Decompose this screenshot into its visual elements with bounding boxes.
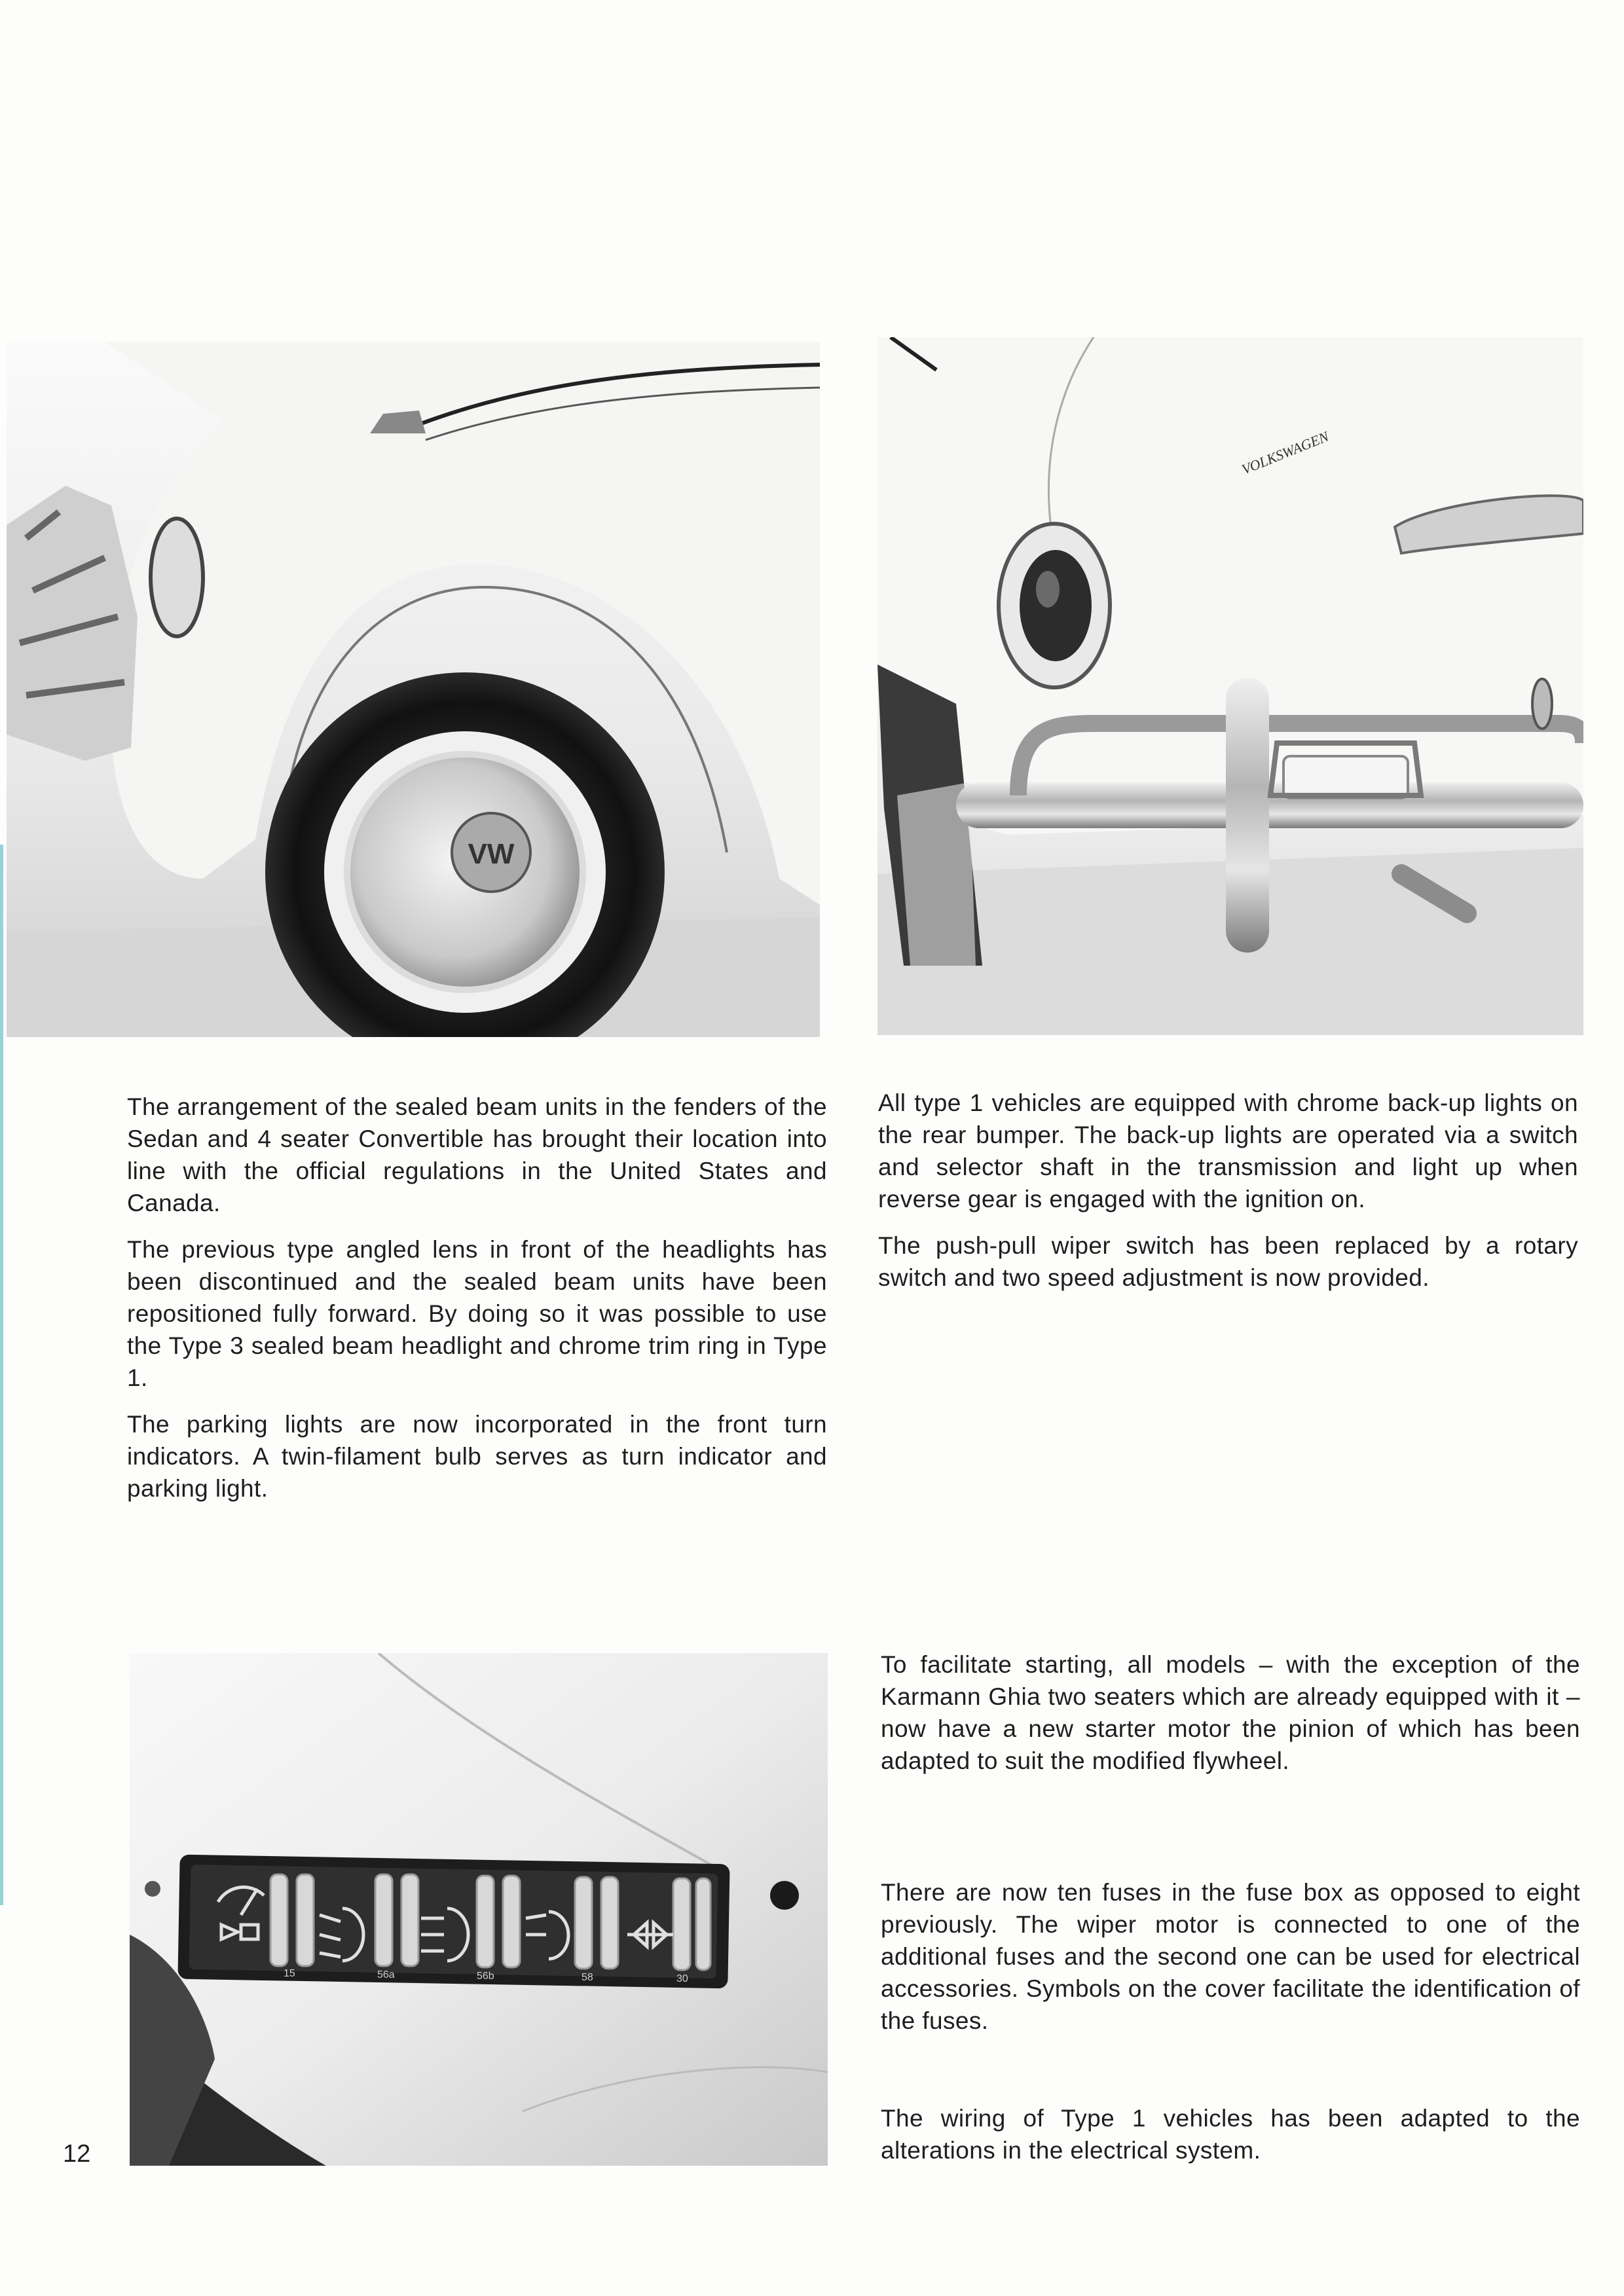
- paragraph-wiper-switch: The push-pull wiper switch has been replaced by a rotary switch and two speed adjustment is now provided.: [878, 1232, 1578, 1291]
- volkswagen-script: VOLKSWAGEN: [1239, 428, 1331, 478]
- page-edge-mark: [0, 845, 3, 1905]
- photo-front-fender: [7, 342, 820, 1037]
- fuse-label-56a: 56a: [377, 1969, 395, 1980]
- paragraph-angled-lens: The previous type angled lens in front of the headlights has been discontinued and the sealed beam units have been repositioned fully forward. By doing so it was possible to use the Type 3 sealed beam headlight and chrome trim ring in Type 1.: [127, 1236, 827, 1391]
- left-column-text: [127, 1091, 827, 1519]
- fuse-label-56b: 56b: [477, 1971, 494, 1982]
- fuse-label-30: 30: [676, 1973, 688, 1984]
- text-starter-motor: To facilitate starting, all models – with the exception of the Karmann Ghia two seaters which are already equipped with it – now have a new starter motor the pinion of which has been adapted to suit the modified flywheel.: [881, 1651, 1580, 1774]
- right-column-text: [878, 1087, 1578, 1308]
- text-fuse-box: There are now ten fuses in the fuse box as opposed to eight previously. The wiper motor is connected to one of the additional fuses and the second one can be used for electrical accessories. Symbols on the cover facilitate the identification of the fuses.: [881, 1879, 1580, 2034]
- hubcap-emblem: VW: [468, 838, 515, 870]
- paragraph-sealed-beam-arrangement: The arrangement of the sealed beam units in the fenders of the Sedan and 4 seater Convertible has brought their location into line with the official regulations in the United States and Canada.: [127, 1093, 827, 1216]
- text-wiring: The wiring of Type 1 vehicles has been adapted to the alterations in the electrical system.: [881, 2105, 1580, 2164]
- fuse-label-15: 15: [284, 1968, 295, 1979]
- photo-fuse-box: [130, 1653, 828, 2166]
- page-number: 12: [63, 2140, 91, 2168]
- photo-rear-bumper: [877, 337, 1583, 1035]
- paragraph-back-up-lights: All type 1 vehicles are equipped with chrome back-up lights on the rear bumper. The back-up lights are operated via a switch and selector shaft in the transmission and light up when reverse gear is engaged with the ignition on.: [878, 1089, 1578, 1212]
- fuse-label-58: 58: [581, 1972, 593, 1983]
- paragraph-parking-lights: The parking lights are now incorporated in the front turn indicators. A twin-filament bulb serves as turn indicator and parking light.: [127, 1411, 827, 1502]
